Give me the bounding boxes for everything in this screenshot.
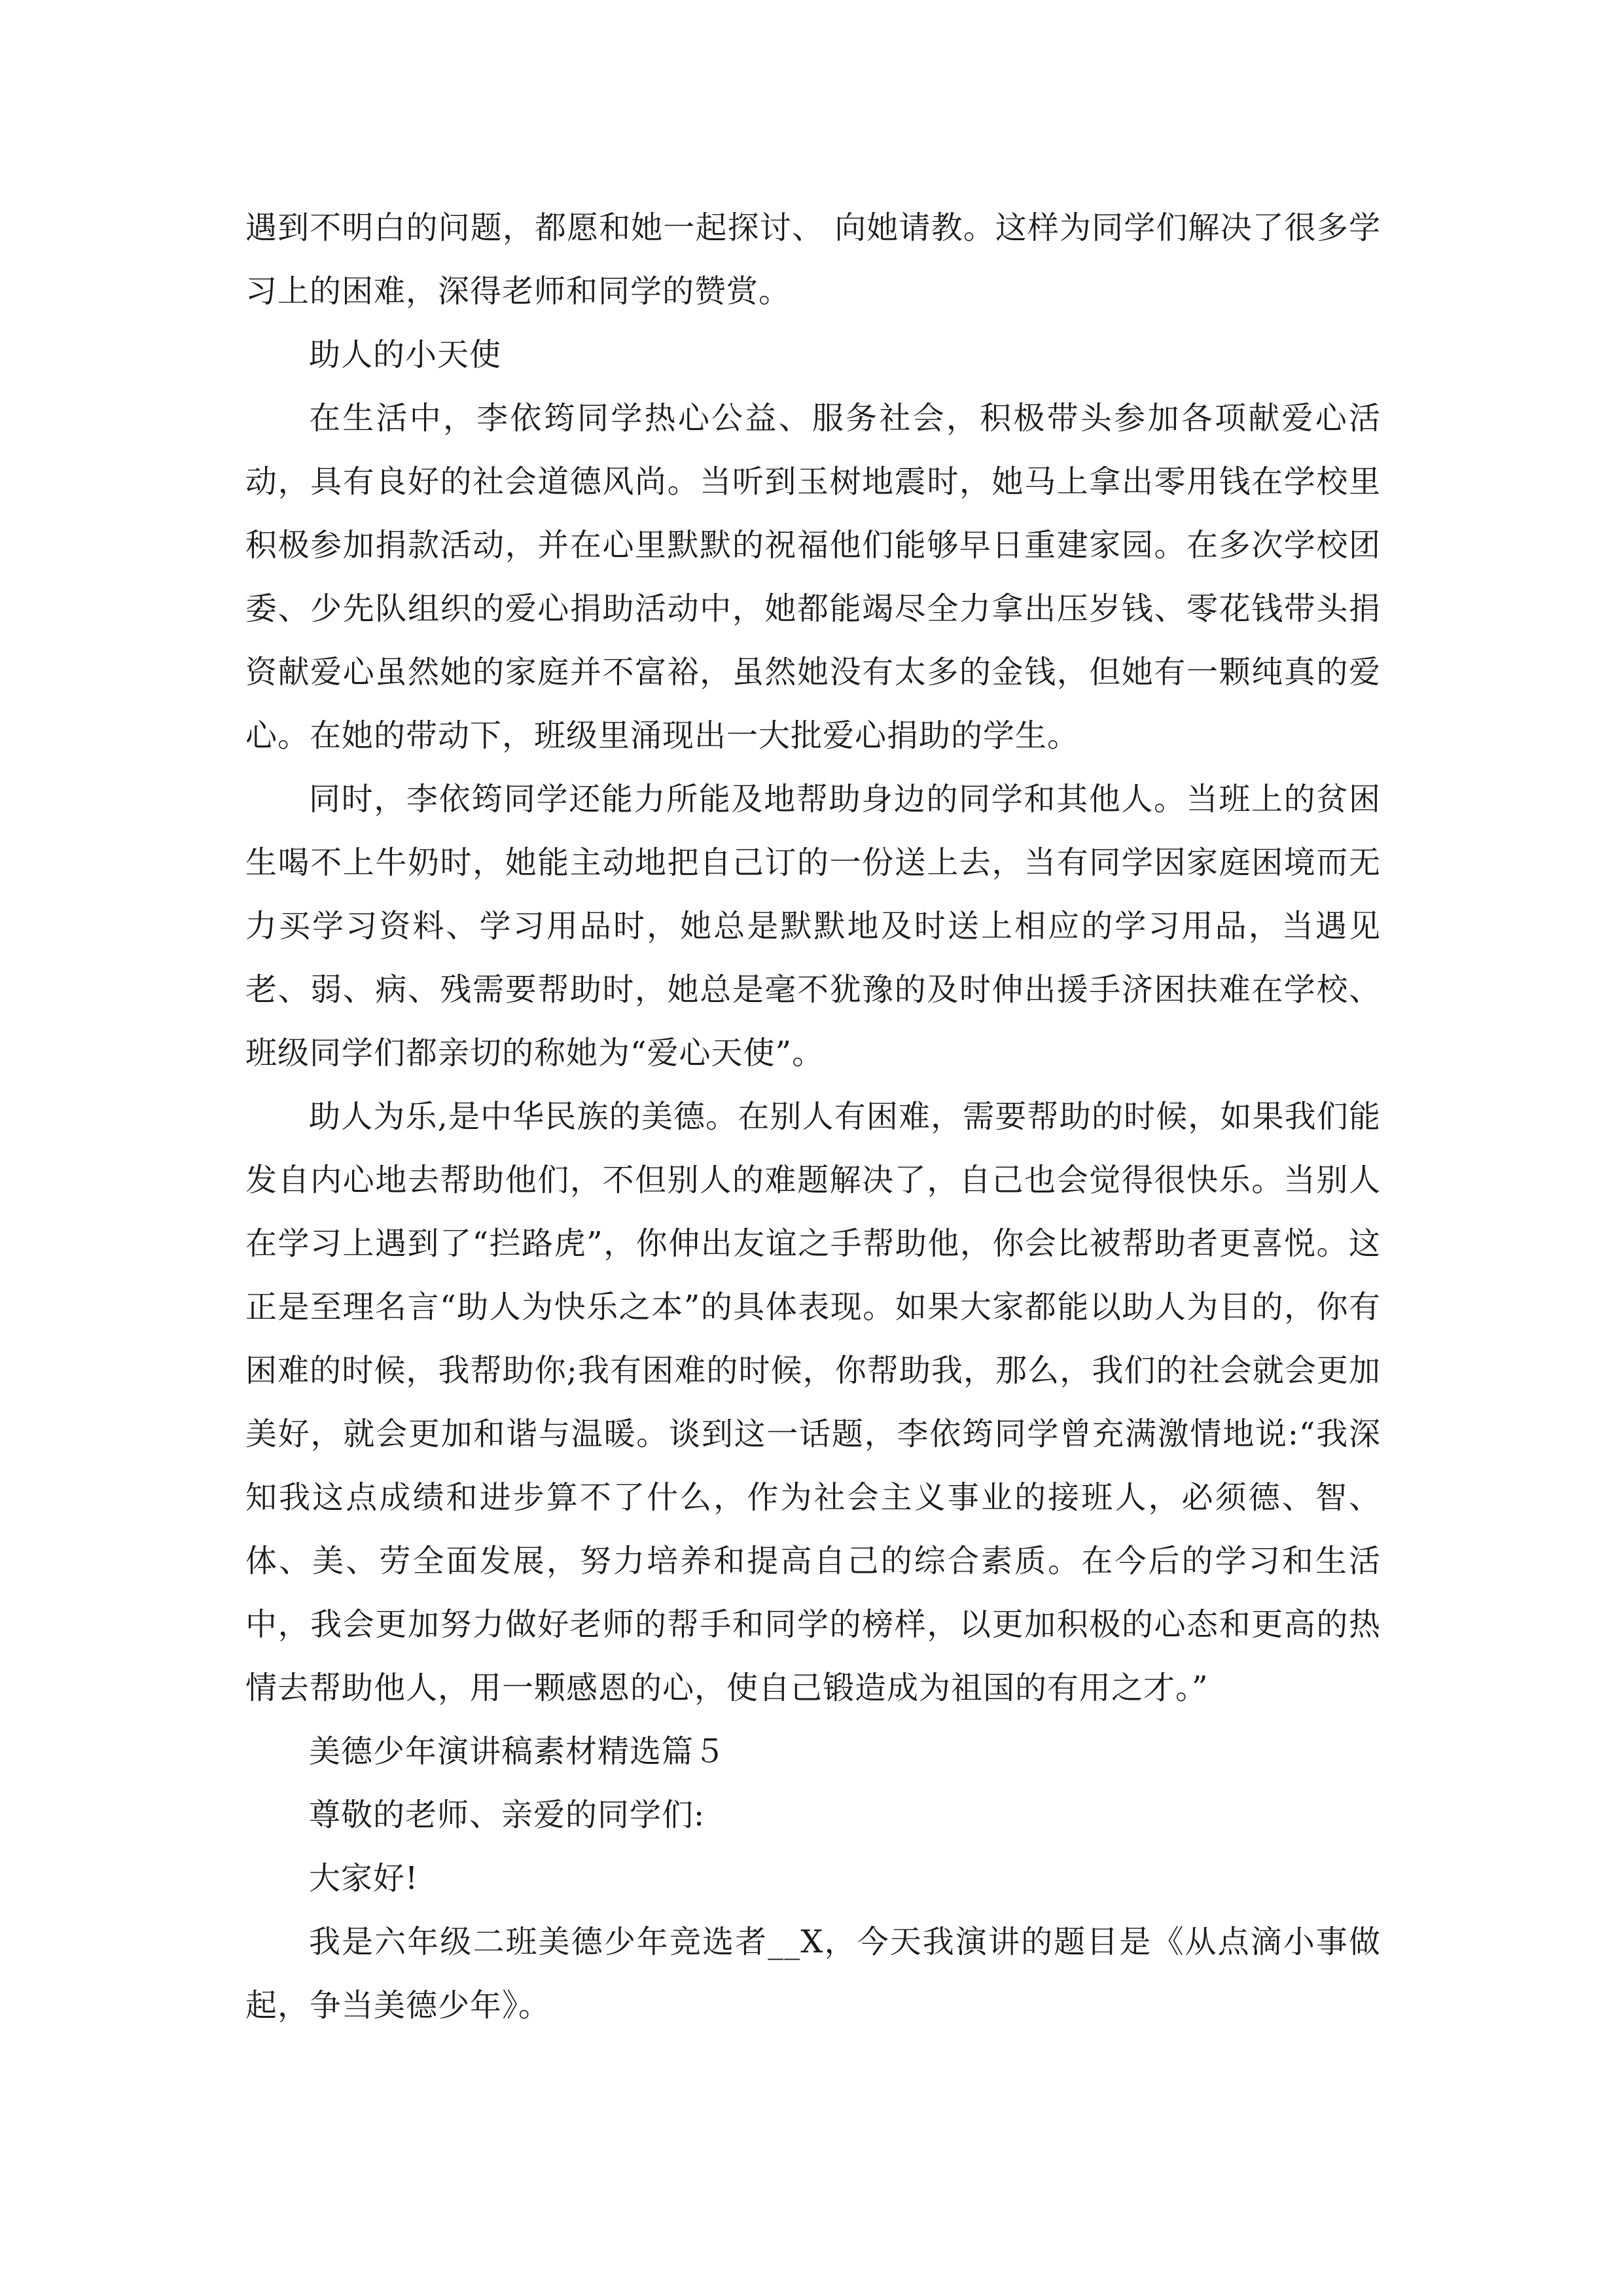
paragraph-charity: 在生活中，李依筠同学热心公益、服务社会，积极带头参加各项献爱心活动，具有良好的社会道德风尚。当听到玉树地震时，她马上拿出零用钱在学校里积极参加捐款活动，并在心里默默的祝福他们能够早日重建家园。在多次学校团委、少先队组织的爱心捐助活动中，她都能竭尽全力拿出压岁钱、零花钱带头捐资献爱心虽然她的家庭并不富裕，虽然她没有太多的金钱，但她有一颗纯真的爱心。在她的带动下，班级里涌现出一大批爱心捐助的学生。 bbox=[245, 400, 1381, 754]
salutation: 尊敬的老师、亲爱的同学们: bbox=[309, 1797, 705, 1833]
greeting: 大家好! bbox=[309, 1860, 419, 1897]
section-heading-helper-angel: 助人的小天使 bbox=[309, 336, 502, 373]
paragraph-virtue-quote: 助人为乐,是中华民族的美德。在别人有困难，需要帮助的时候，如果我们能发自内心地去帮助他们，不但别人的难题解决了，自己也会觉得很快乐。当别人在学习上遇到了“拦路虎”，你伸出友谊之手帮助他，你会比被帮助者更喜悦。这正是至理名言“助人为快乐之本”的具体表现。如果大家都能以助人为目的，你有困难的时候，我帮助你;我有困难的时候，你帮助我，那么，我们的社会就会更加美好，就会更加和谐与温暖。谈到这一话题，李依筠同学曾充满激情地说:“我深知我这点成绩和进步算不了什么，作为社会主义事业的接班人，必须德、智、体、美、劳全面发展，努力培养和提高自己的综合素质。在今后的学习和生活中，我会更加努力做好老师的帮手和同学的榜样，以更加积极的心态和更高的热情去帮助他人，用一颗感恩的心，使自己锻造成为祖国的有用之才。” bbox=[245, 1098, 1381, 1706]
paragraph-helping-classmates: 同时，李依筠同学还能力所能及地帮助身边的同学和其他人。当班上的贫困生喝不上牛奶时，她能主动地把自己订的一份送上去，当有同学因家庭困境而无力买学习资料、学习用品时，她总是默默地及时送上相应的学习用品，当遇见老、弱、病、残需要帮助时，她总是毫不犹豫的及时伸出援手济困扶难在学校、班级同学们都亲切的称她为“爱心天使”。 bbox=[245, 781, 1381, 1071]
paragraph-continuation: 遇到不明白的问题，都愿和她一起探讨、 向她请教。这样为同学们解决了很多学习上的困难，深得老师和同学的赞赏。 bbox=[245, 209, 1381, 310]
document-body bbox=[245, 196, 1381, 2037]
section-heading-speech-5: 美德少年演讲稿素材精选篇５ bbox=[309, 1733, 726, 1770]
paragraph-introduction: 我是六年级二班美德少年竞选者__X，今天我演讲的题目是《从点滴小事做起，争当美德少年》。 bbox=[245, 1924, 1381, 2024]
